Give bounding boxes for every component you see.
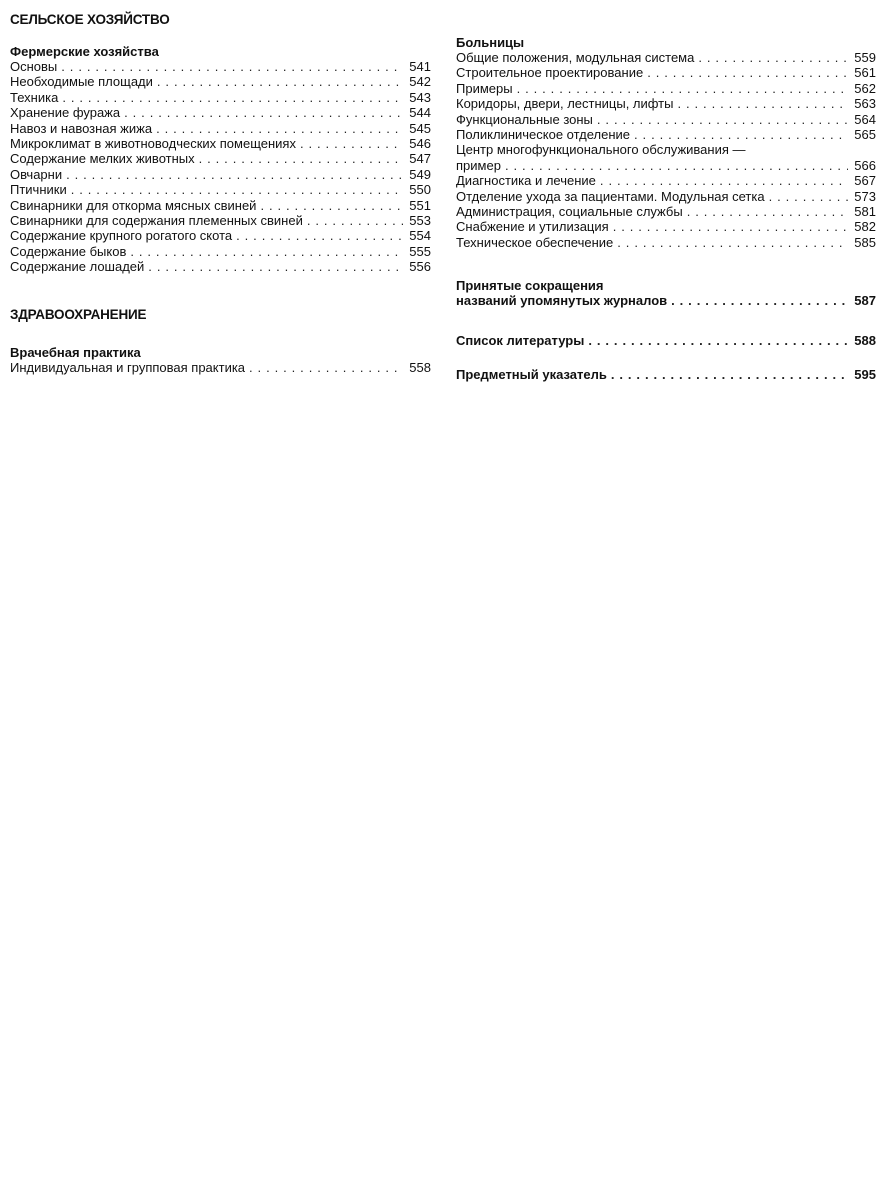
leader-dots — [61, 59, 403, 74]
toc-entry-label: Диагностика и лечение — [456, 173, 596, 189]
toc-entry-subject-index[interactable] — [456, 367, 876, 382]
leader-dots — [300, 136, 403, 151]
toc-entry-page: 553 — [409, 212, 431, 228]
toc-entry-label: Снабжение и утилизация — [456, 219, 609, 235]
leader-dots — [647, 65, 848, 80]
toc-entry[interactable] — [456, 65, 876, 80]
toc-entry-page: 549 — [409, 166, 431, 182]
toc-entry-page: 544 — [409, 105, 431, 121]
leader-dots — [505, 158, 848, 173]
toc-entry-bibliography[interactable] — [456, 333, 876, 348]
toc-entry[interactable] — [10, 198, 431, 213]
toc-entry-label: Отделение ухода за пациентами. Модульная сетка — [456, 188, 765, 204]
leader-dots — [260, 198, 403, 213]
toc-entry-page: 554 — [409, 228, 431, 244]
toc-entry[interactable] — [456, 158, 876, 173]
toc-entry-page: 566 — [854, 157, 876, 173]
toc-entry-label: Свинарники для откорма мясных свиней — [10, 197, 257, 213]
toc-entry-label: Функциональные зоны — [456, 111, 593, 127]
toc-entry[interactable] — [10, 167, 431, 182]
leader-dots — [71, 182, 403, 197]
toc-entry-label: Строительное проектирование — [456, 65, 644, 81]
toc-entry-label: Основы — [10, 59, 58, 74]
toc-entry-label: пример — [456, 157, 501, 173]
toc-entry-label: Предметный указатель — [456, 367, 607, 382]
toc-entry-label: Микроклимат в животноводческих помещениях — [10, 135, 296, 151]
toc-entry-page: 562 — [854, 80, 876, 96]
toc-entry[interactable] — [10, 244, 431, 259]
section-title-agriculture: СЕЛЬСКОЕ ХОЗЯЙСТВО — [10, 12, 170, 27]
toc-entry[interactable] — [456, 96, 876, 111]
toc-entry-page: 573 — [854, 188, 876, 204]
leader-dots — [634, 127, 848, 142]
toc-entry-label: Навоз и навозная жижа — [10, 120, 153, 136]
toc-entry-label: Список литературы — [456, 333, 585, 348]
toc-entry-page: 545 — [409, 120, 431, 136]
toc-entry[interactable] — [456, 204, 876, 219]
toc-subject-index — [456, 367, 876, 382]
leader-dots — [613, 219, 848, 234]
leader-dots — [124, 105, 403, 120]
toc-bibliography — [456, 333, 876, 348]
toc-entry[interactable] — [456, 127, 876, 142]
leader-dots — [671, 293, 848, 308]
toc-entry[interactable] — [456, 235, 876, 250]
leader-dots — [249, 360, 403, 375]
toc-entry[interactable] — [10, 90, 431, 105]
toc-entry[interactable] — [10, 151, 431, 166]
toc-entry-label: названий упомянутых журналов — [456, 293, 668, 309]
toc-entry-page: 547 — [409, 151, 431, 167]
toc-entry-page: 567 — [854, 173, 876, 189]
toc-entry[interactable] — [456, 50, 876, 65]
toc-entry-label: Содержание мелких животных — [10, 151, 195, 167]
leader-dots — [236, 228, 403, 243]
toc-entry-page: 563 — [854, 96, 876, 112]
toc-entry-label: Содержание крупного рогатого скота — [10, 228, 233, 244]
toc-entry-page: 585 — [854, 234, 876, 250]
toc-entry-page: 546 — [409, 135, 431, 151]
toc-abbreviations — [456, 278, 876, 309]
toc-entry-page: 582 — [854, 219, 876, 235]
leader-dots — [597, 112, 848, 127]
toc-entry-page: 559 — [854, 50, 876, 65]
leader-dots — [148, 259, 403, 274]
toc-entry-page: 541 — [409, 59, 431, 74]
leader-dots — [62, 90, 403, 105]
toc-entry-label: Свинарники для содержания племенных свиней — [10, 212, 303, 228]
leader-dots — [156, 121, 403, 136]
toc-entry-label: Содержание лошадей — [10, 259, 145, 275]
toc-entry-label: Коридоры, двери, лестницы, лифты — [456, 96, 674, 112]
toc-entry-page: 561 — [854, 65, 876, 81]
toc-entry-page: 564 — [854, 111, 876, 127]
leader-dots — [677, 96, 848, 111]
leader-dots — [517, 81, 848, 96]
toc-entry-label: Техника — [10, 89, 59, 105]
leader-dots — [588, 333, 848, 348]
toc-entry-label: Техническое обеспечение — [456, 234, 614, 250]
toc-entry[interactable] — [10, 121, 431, 136]
toc-entry-label: Принятые сокращения — [456, 278, 604, 293]
toc-entry-label: Центр многофункционального обслуживания — — [456, 142, 746, 158]
toc-entry-label: Необходимые площади — [10, 74, 153, 90]
toc-entry-label: Администрация, социальные службы — [456, 203, 683, 219]
toc-entry-page: 558 — [409, 360, 431, 375]
toc-entry[interactable] — [10, 360, 431, 375]
leader-dots — [66, 167, 403, 182]
leader-dots — [769, 189, 848, 204]
toc-entry-page: 550 — [409, 182, 431, 198]
toc-entry-page: 543 — [409, 89, 431, 105]
leader-dots — [617, 235, 848, 250]
leader-dots — [698, 50, 848, 65]
leader-dots — [199, 151, 403, 166]
toc-entry-page: 595 — [854, 367, 876, 382]
toc-entry-page: 588 — [854, 333, 876, 348]
toc-entry-page: 542 — [409, 74, 431, 90]
toc-entry-label: Общие положения, модульная система — [456, 50, 695, 65]
toc-entry-label: Индивидуальная и групповая практика — [10, 360, 246, 375]
toc-entry[interactable] — [10, 74, 431, 89]
toc-list-medical-practice — [10, 360, 431, 375]
toc-entry[interactable] — [10, 136, 431, 151]
toc-entry[interactable] — [456, 219, 876, 234]
toc-entry-page: 551 — [409, 197, 431, 213]
toc-list-farms — [10, 59, 431, 274]
toc-entry-page: 587 — [854, 293, 876, 309]
leader-dots — [130, 244, 403, 259]
leader-dots — [157, 74, 403, 89]
toc-entry[interactable] — [10, 182, 431, 197]
toc-entry[interactable] — [456, 173, 876, 188]
leader-dots — [611, 367, 848, 382]
toc-entry-label: Примеры — [456, 80, 513, 96]
toc-entry-page: 581 — [854, 203, 876, 219]
toc-entry[interactable] — [10, 213, 431, 228]
toc-entry[interactable] — [10, 105, 431, 120]
toc-entry[interactable] — [10, 59, 431, 74]
toc-entry-abbreviations[interactable] — [456, 293, 876, 308]
toc-entry[interactable] — [456, 81, 876, 96]
toc-entry[interactable] — [10, 228, 431, 243]
leader-dots — [600, 173, 848, 188]
toc-entry-label: Хранение фуража — [10, 105, 121, 121]
toc-entry[interactable] — [456, 112, 876, 127]
section-title-healthcare: ЗДРАВООХРАНЕНИЕ — [10, 307, 147, 322]
toc-entry[interactable] — [10, 259, 431, 274]
toc-entry-label: Птичники — [10, 182, 67, 198]
toc-entry-page: 556 — [409, 259, 431, 275]
group-title-medical-practice: Врачебная практика — [10, 345, 141, 360]
toc-list-hospitals — [456, 50, 876, 250]
toc-entry-label: Содержание быков — [10, 243, 127, 259]
toc-entry-label: Овчарни — [10, 166, 63, 182]
toc-entry-page: 565 — [854, 126, 876, 142]
toc-entry-abbreviations-line1[interactable] — [456, 278, 876, 293]
toc-entry-continued[interactable] — [456, 142, 876, 157]
toc-entry-page: 555 — [409, 243, 431, 259]
group-title-farms: Фермерские хозяйства — [10, 44, 159, 59]
leader-dots — [307, 213, 403, 228]
group-title-hospitals: Больницы — [456, 35, 525, 50]
toc-entry-label: Поликлиническое отделение — [456, 126, 631, 142]
toc-entry[interactable] — [456, 189, 876, 204]
leader-dots — [687, 204, 848, 219]
